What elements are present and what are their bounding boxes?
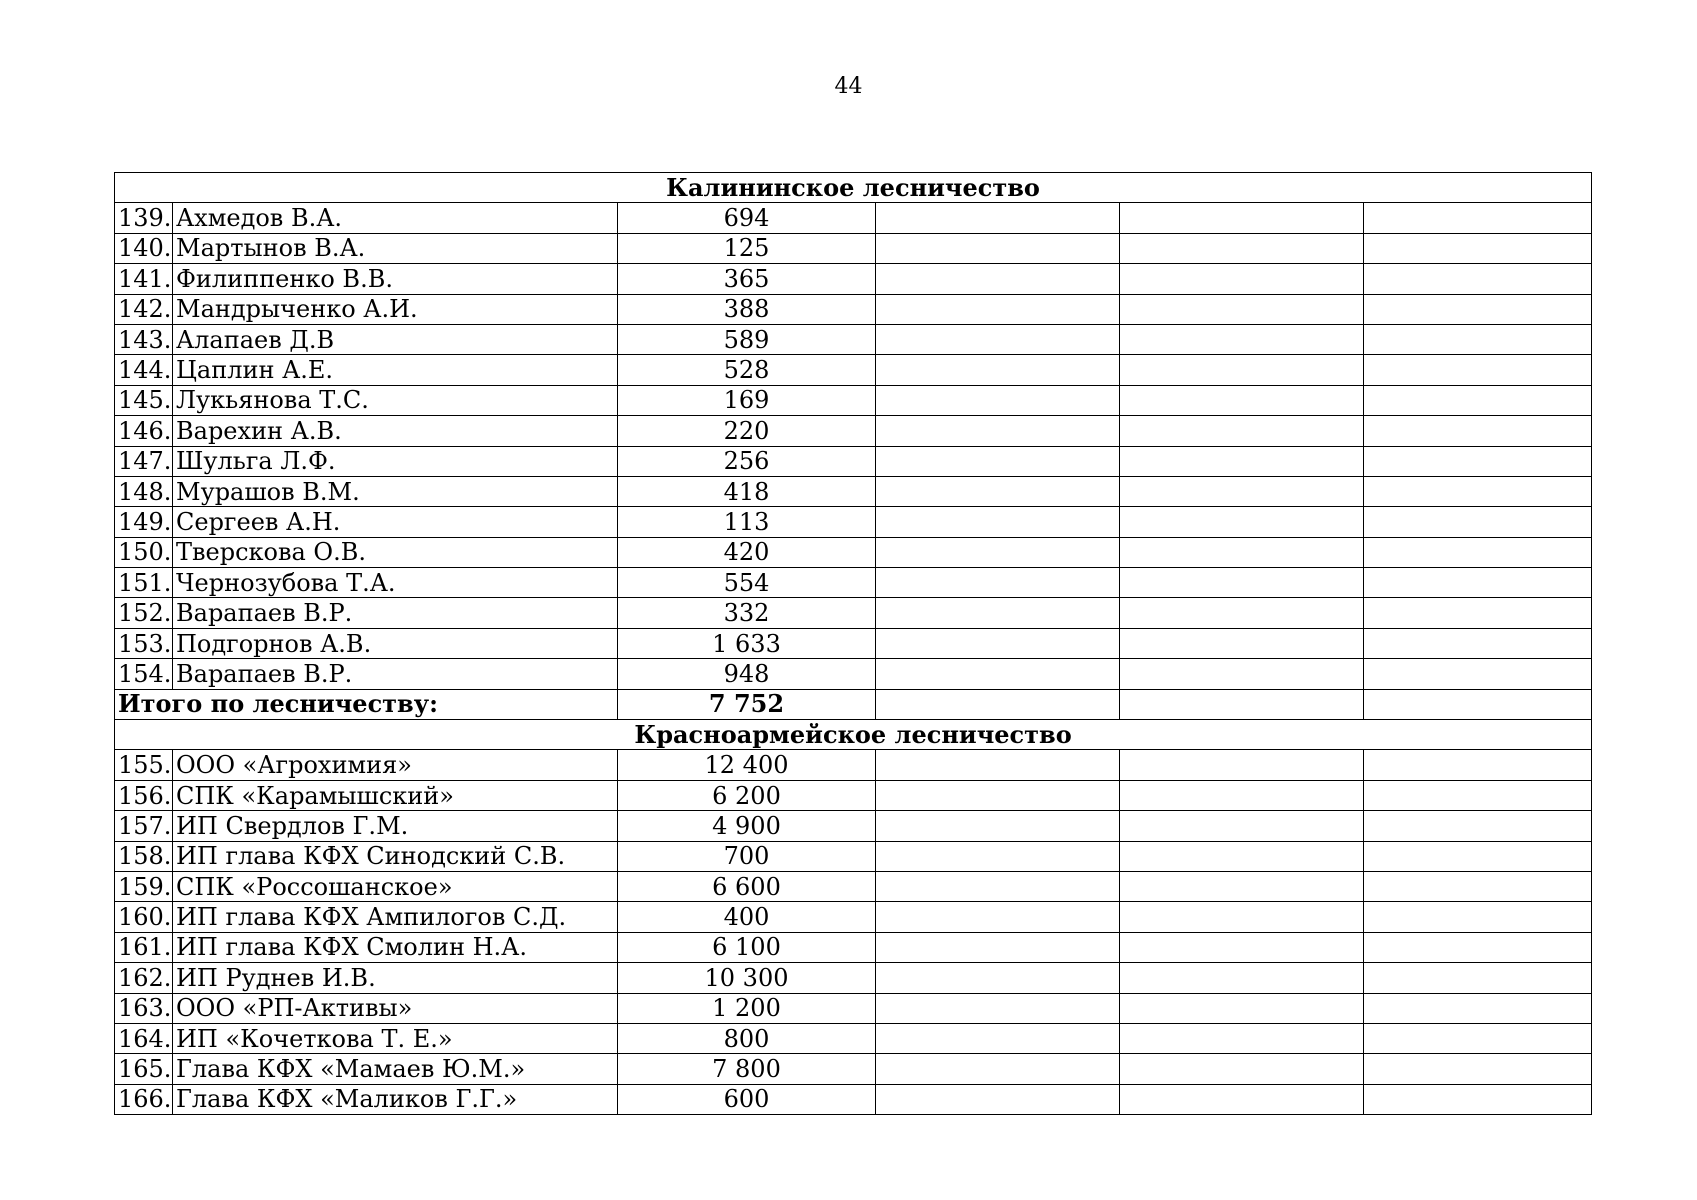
row-value: 7 800 <box>618 1054 876 1084</box>
empty-cell <box>1364 1023 1592 1053</box>
empty-cell <box>1120 750 1364 780</box>
empty-cell <box>1364 355 1592 385</box>
empty-cell <box>1364 963 1592 993</box>
empty-cell <box>1364 871 1592 901</box>
empty-cell <box>1364 416 1592 446</box>
row-value: 554 <box>618 568 876 598</box>
table-row <box>115 1023 1592 1053</box>
row-value: 589 <box>618 324 876 354</box>
row-value: 800 <box>618 1023 876 1053</box>
row-value: 220 <box>618 416 876 446</box>
row-number: 145. <box>115 385 173 415</box>
row-number: 146. <box>115 416 173 446</box>
empty-cell <box>1364 1084 1592 1114</box>
row-name: Лукьянова Т.С. <box>173 385 618 415</box>
table-row <box>115 841 1592 871</box>
empty-cell <box>876 324 1120 354</box>
table-row <box>115 598 1592 628</box>
empty-cell <box>1364 568 1592 598</box>
empty-cell <box>1120 446 1364 476</box>
empty-cell <box>1364 476 1592 506</box>
row-name: Тверскова О.В. <box>173 537 618 567</box>
row-number: 139. <box>115 203 173 233</box>
table-row <box>115 780 1592 810</box>
total-value: 7 752 <box>618 689 876 719</box>
empty-cell <box>1120 507 1364 537</box>
row-name: Глава КФХ «Мамаев Ю.М.» <box>173 1054 618 1084</box>
row-value: 256 <box>618 446 876 476</box>
table-row <box>115 416 1592 446</box>
empty-cell <box>1364 689 1592 719</box>
table-row <box>115 264 1592 294</box>
row-name: Глава КФХ «Маликов Г.Г.» <box>173 1084 618 1114</box>
empty-cell <box>1120 1023 1364 1053</box>
row-number: 150. <box>115 537 173 567</box>
empty-cell <box>1120 902 1364 932</box>
row-number: 142. <box>115 294 173 324</box>
row-name: ИП Руднев И.В. <box>173 963 618 993</box>
row-name: Филиппенко В.В. <box>173 264 618 294</box>
empty-cell <box>876 1054 1120 1084</box>
table-row <box>115 750 1592 780</box>
row-number: 159. <box>115 871 173 901</box>
row-value: 4 900 <box>618 811 876 841</box>
empty-cell <box>1120 324 1364 354</box>
row-number: 165. <box>115 1054 173 1084</box>
row-name: Чернозубова Т.А. <box>173 568 618 598</box>
forestry-table <box>114 172 1592 1115</box>
empty-cell <box>1120 233 1364 263</box>
empty-cell <box>876 932 1120 962</box>
empty-cell <box>876 871 1120 901</box>
empty-cell <box>876 659 1120 689</box>
empty-cell <box>876 264 1120 294</box>
row-name: Цаплин А.Е. <box>173 355 618 385</box>
empty-cell <box>1120 203 1364 233</box>
empty-cell <box>1364 598 1592 628</box>
empty-cell <box>1364 1054 1592 1084</box>
row-number: 149. <box>115 507 173 537</box>
empty-cell <box>876 598 1120 628</box>
empty-cell <box>876 963 1120 993</box>
page-number: 44 <box>834 74 863 99</box>
table-row <box>115 902 1592 932</box>
table-row <box>115 659 1592 689</box>
empty-cell <box>876 233 1120 263</box>
row-value: 10 300 <box>618 963 876 993</box>
table-row <box>115 507 1592 537</box>
row-value: 1 200 <box>618 993 876 1023</box>
empty-cell <box>876 1084 1120 1114</box>
row-name: Алапаев Д.В <box>173 324 618 354</box>
row-number: 154. <box>115 659 173 689</box>
row-name: Варехин А.В. <box>173 416 618 446</box>
section-header-row <box>115 720 1592 750</box>
row-number: 164. <box>115 1023 173 1053</box>
empty-cell <box>1120 689 1364 719</box>
empty-cell <box>1364 841 1592 871</box>
table-row <box>115 324 1592 354</box>
empty-cell <box>1120 1054 1364 1084</box>
row-value: 125 <box>618 233 876 263</box>
row-number: 163. <box>115 993 173 1023</box>
row-name: Подгорнов А.В. <box>173 628 618 658</box>
empty-cell <box>1364 902 1592 932</box>
empty-cell <box>1364 659 1592 689</box>
row-number: 161. <box>115 932 173 962</box>
row-number: 155. <box>115 750 173 780</box>
empty-cell <box>1120 568 1364 598</box>
table-row <box>115 537 1592 567</box>
row-name: ИП глава КФХ Ампилогов С.Д. <box>173 902 618 932</box>
empty-cell <box>876 902 1120 932</box>
row-value: 700 <box>618 841 876 871</box>
empty-cell <box>876 841 1120 871</box>
empty-cell <box>876 628 1120 658</box>
empty-cell <box>1364 993 1592 1023</box>
table-row <box>115 476 1592 506</box>
row-value: 388 <box>618 294 876 324</box>
empty-cell <box>876 355 1120 385</box>
empty-cell <box>1364 780 1592 810</box>
empty-cell <box>1364 385 1592 415</box>
table-row <box>115 628 1592 658</box>
empty-cell <box>1120 993 1364 1023</box>
empty-cell <box>1364 294 1592 324</box>
table-row <box>115 446 1592 476</box>
empty-cell <box>876 811 1120 841</box>
row-name: СПК «Россошанское» <box>173 871 618 901</box>
row-value: 113 <box>618 507 876 537</box>
row-number: 152. <box>115 598 173 628</box>
row-value: 332 <box>618 598 876 628</box>
row-value: 12 400 <box>618 750 876 780</box>
table-row <box>115 963 1592 993</box>
row-value: 6 200 <box>618 780 876 810</box>
empty-cell <box>1364 233 1592 263</box>
row-name: Сергеев А.Н. <box>173 507 618 537</box>
row-name: Варапаев В.Р. <box>173 598 618 628</box>
row-number: 156. <box>115 780 173 810</box>
row-number: 143. <box>115 324 173 354</box>
empty-cell <box>1120 537 1364 567</box>
empty-cell <box>876 993 1120 1023</box>
table-row <box>115 1084 1592 1114</box>
row-name: СПК «Карамышский» <box>173 780 618 810</box>
row-name: Мандрыченко А.И. <box>173 294 618 324</box>
section-header-row <box>115 173 1592 203</box>
row-value: 365 <box>618 264 876 294</box>
row-number: 147. <box>115 446 173 476</box>
row-number: 160. <box>115 902 173 932</box>
table-row <box>115 871 1592 901</box>
empty-cell <box>876 446 1120 476</box>
row-value: 169 <box>618 385 876 415</box>
empty-cell <box>1120 476 1364 506</box>
empty-cell <box>876 537 1120 567</box>
empty-cell <box>1120 1084 1364 1114</box>
row-value: 948 <box>618 659 876 689</box>
empty-cell <box>1364 446 1592 476</box>
empty-cell <box>876 507 1120 537</box>
row-value: 418 <box>618 476 876 506</box>
empty-cell <box>1120 963 1364 993</box>
empty-cell <box>876 416 1120 446</box>
row-number: 141. <box>115 264 173 294</box>
table-body <box>115 173 1592 1115</box>
row-name: Ахмедов В.А. <box>173 203 618 233</box>
row-number: 157. <box>115 811 173 841</box>
row-value: 1 633 <box>618 628 876 658</box>
empty-cell <box>1120 780 1364 810</box>
row-name: Варапаев В.Р. <box>173 659 618 689</box>
row-number: 144. <box>115 355 173 385</box>
empty-cell <box>1120 659 1364 689</box>
empty-cell <box>1364 750 1592 780</box>
empty-cell <box>1120 841 1364 871</box>
empty-cell <box>1364 537 1592 567</box>
row-name: ИП глава КФХ Синодский С.В. <box>173 841 618 871</box>
empty-cell <box>1120 628 1364 658</box>
total-row <box>115 689 1592 719</box>
table-row <box>115 355 1592 385</box>
empty-cell <box>876 203 1120 233</box>
table-row <box>115 233 1592 263</box>
row-value: 6 100 <box>618 932 876 962</box>
empty-cell <box>1120 385 1364 415</box>
empty-cell <box>1120 871 1364 901</box>
row-number: 162. <box>115 963 173 993</box>
row-name: Шульга Л.Ф. <box>173 446 618 476</box>
row-number: 153. <box>115 628 173 658</box>
empty-cell <box>1364 507 1592 537</box>
row-value: 6 600 <box>618 871 876 901</box>
empty-cell <box>1364 264 1592 294</box>
total-label: Итого по лесничеству: <box>115 689 618 719</box>
table-row <box>115 568 1592 598</box>
empty-cell <box>1120 264 1364 294</box>
table-row <box>115 993 1592 1023</box>
empty-cell <box>876 385 1120 415</box>
row-value: 420 <box>618 537 876 567</box>
empty-cell <box>876 1023 1120 1053</box>
row-number: 151. <box>115 568 173 598</box>
row-name: ООО «Агрохимия» <box>173 750 618 780</box>
row-value: 400 <box>618 902 876 932</box>
row-name: Мурашов В.М. <box>173 476 618 506</box>
empty-cell <box>876 476 1120 506</box>
empty-cell <box>1120 932 1364 962</box>
row-value: 528 <box>618 355 876 385</box>
empty-cell <box>1120 294 1364 324</box>
empty-cell <box>1120 598 1364 628</box>
empty-cell <box>1120 811 1364 841</box>
row-value: 600 <box>618 1084 876 1114</box>
empty-cell <box>876 780 1120 810</box>
empty-cell <box>1364 324 1592 354</box>
row-name: ИП «Кочеткова Т. Е.» <box>173 1023 618 1053</box>
empty-cell <box>876 750 1120 780</box>
table-row <box>115 294 1592 324</box>
row-number: 148. <box>115 476 173 506</box>
row-number: 158. <box>115 841 173 871</box>
row-name: ИП глава КФХ Смолин Н.А. <box>173 932 618 962</box>
empty-cell <box>876 568 1120 598</box>
empty-cell <box>1120 416 1364 446</box>
table-row <box>115 1054 1592 1084</box>
empty-cell <box>1364 811 1592 841</box>
empty-cell <box>1364 628 1592 658</box>
row-number: 140. <box>115 233 173 263</box>
empty-cell <box>1120 355 1364 385</box>
empty-cell <box>876 294 1120 324</box>
empty-cell <box>876 689 1120 719</box>
table-row <box>115 385 1592 415</box>
table-row <box>115 932 1592 962</box>
row-name: Мартынов В.А. <box>173 233 618 263</box>
section-title: Калининское лесничество <box>115 173 1592 203</box>
empty-cell <box>1364 203 1592 233</box>
row-value: 694 <box>618 203 876 233</box>
row-name: ООО «РП-Активы» <box>173 993 618 1023</box>
empty-cell <box>1364 932 1592 962</box>
row-number: 166. <box>115 1084 173 1114</box>
section-title: Красноармейское лесничество <box>115 720 1592 750</box>
row-name: ИП Свердлов Г.М. <box>173 811 618 841</box>
table-row <box>115 811 1592 841</box>
table-row <box>115 203 1592 233</box>
